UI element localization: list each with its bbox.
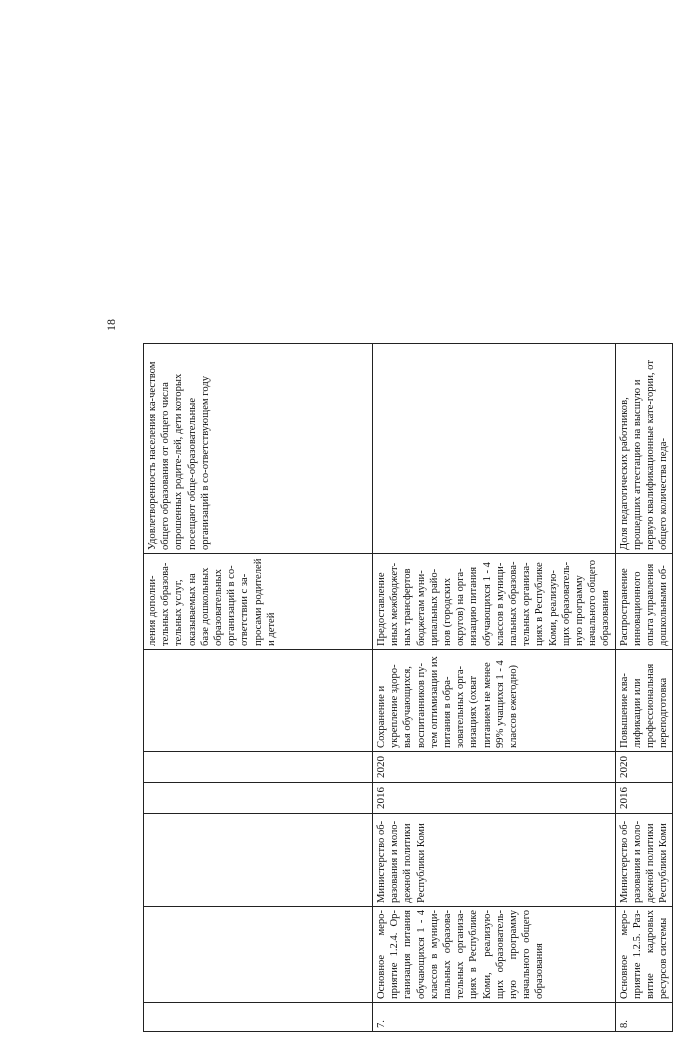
link-cell: Распространение инновационного опыта управления дошкольными об-	[615, 554, 673, 650]
indicator-cell	[373, 344, 616, 554]
indicator-cell: Доля педагогических работников, прошедших аттестацию на высшую и первую квалификационные кате-гории, от общего количества педа-	[615, 344, 673, 554]
end-year-cell: 2020	[615, 752, 673, 783]
start-year-cell	[144, 783, 373, 814]
event-cell: Основное меро-приятие 1.2.4. Ор-ганизация питания обучающихся 1 - 4 классов в муници-пальных образова-тельных организа-циях в Республике Коми, реализую-щих образователь-ную программу начального общего образования	[373, 907, 616, 1003]
event-cell: Основное меро-приятие 1.2.5. Раз-витие кадровых ресурсов системы	[615, 907, 673, 1003]
start-year-cell: 2016	[615, 783, 673, 814]
program-table	[143, 343, 673, 1032]
link-cell: Предоставление иных межбюджет-ных трансфертов бюджетам муни-ципальных райо-нов (городских округов) на орга-низацию питания обучающихся 1 - 4 классов в муници-пальных образова-тельных организа-циях в Республике Коми, реализую-щих образователь-ную программу начального общего образования	[373, 554, 616, 650]
start-year-cell: 2016	[373, 783, 616, 814]
indicator-cell: Удовлетворенность населения ка-чеством общего образования от общего числа опрошенных родите-лей, дети которых посещают обще-образовательные организаций в со-ответствующем году	[144, 344, 373, 554]
row-number: 8.	[615, 1003, 673, 1032]
executor-cell	[144, 814, 373, 907]
row-number	[144, 1003, 373, 1032]
row-number: 7.	[373, 1003, 616, 1032]
executor-cell: Министерство об-разования и моло-дежной политики Республики Коми	[373, 814, 616, 907]
end-year-cell: 2020	[373, 752, 616, 783]
end-year-cell	[144, 752, 373, 783]
table-row	[373, 344, 616, 1032]
result-cell: Повышение ква-лификации или профессиональная переподготовка	[615, 650, 673, 752]
table-row	[615, 344, 673, 1032]
result-cell: Сохранение и укрепление здоро-вья обучающихся, воспитанников пу-тем оптимизации их питания в обра-зовательных орга-низациях (охват питанием не менее 99% учащихся 1 - 4 классов ежегодно)	[373, 650, 616, 752]
table-row	[144, 344, 373, 1032]
page-number: 18	[104, 319, 118, 331]
document-page	[100, 287, 670, 1057]
event-cell	[144, 907, 373, 1003]
executor-cell: Министерство об-разования и моло-дежной политики Республики Коми	[615, 814, 673, 907]
link-cell: ления дополни-тельных образова-тельных услуг, оказываемых на базе дошкольных образовательных организаций в со-ответствии с за-просами родителей и детей	[144, 554, 373, 650]
result-cell	[144, 650, 373, 752]
